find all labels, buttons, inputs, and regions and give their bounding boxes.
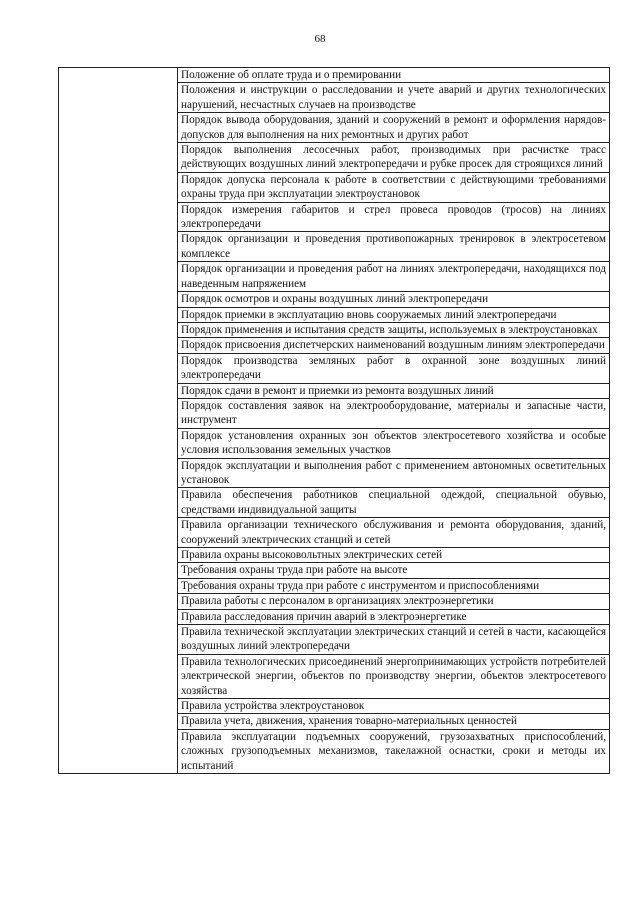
requirement-item: Порядок присвоения диспетчерских наименований воздушным линиям электропередачи: [178, 338, 610, 353]
requirement-item: Порядок приемки в эксплуатацию вновь сооружаемых линий электропередачи: [178, 307, 610, 322]
requirement-item: Порядок вывода оборудования, зданий и сооружений в ремонт и оформления нарядов-допусков для выполнения на них ремонтных и других работ: [178, 113, 610, 143]
requirement-item: Правила эксплуатации подъемных сооружений, грузозахватных приспособлений, сложных грузоподъемных механизмов, такелажной оснастки, сроки и методы их испытаний: [178, 729, 610, 773]
empty-left-column: [59, 68, 178, 774]
requirement-item: Порядок применения и испытания средств защиты, используемых в электроустановках: [178, 322, 610, 337]
requirements-table-body: [59, 68, 610, 774]
requirement-item: Порядок измерения габаритов и стрел провеса проводов (тросов) на линиях электропередачи: [178, 202, 610, 232]
requirement-item: Порядок установления охранных зон объектов электросетевого хозяйства и особые условия использования земельных участков: [178, 428, 610, 458]
requirement-item: Порядок составления заявок на электрооборудование, материалы и запасные части, инструмент: [178, 398, 610, 428]
requirement-item: Правила расследования причин аварий в электроэнергетике: [178, 609, 610, 624]
requirement-item: Требования охраны труда при работе на высоте: [178, 563, 610, 578]
requirement-item: Правила работы с персоналом в организациях электроэнергетики: [178, 594, 610, 609]
requirement-item: Порядок организации и проведения работ на линиях электропередачи, находящихся под наведенным напряжением: [178, 262, 610, 292]
requirement-item: Правила технологических присоединений энергопринимающих устройств потребителей электрической энергии, объектов по производству энергии, объектов электросетевого хозяйства: [178, 654, 610, 698]
requirement-item: Порядок осмотров и охраны воздушных линий электропередачи: [178, 292, 610, 307]
requirement-item: Правила охраны высоковольтных электрических сетей: [178, 548, 610, 563]
requirements-table: [58, 67, 610, 774]
table-row: [59, 68, 610, 83]
requirement-item: Порядок выполнения лесосечных работ, производимых при расчистке трасс действующих воздушных линий электропередачи и рубке просек для строящихся линий: [178, 143, 610, 173]
requirement-item: Порядок допуска персонала к работе в соответствии с действующими требованиями охраны труда при эксплуатации электроустановок: [178, 172, 610, 202]
page-number: 68: [314, 33, 326, 45]
requirement-item: Порядок производства земляных работ в охранной зоне воздушных линий электропередачи: [178, 353, 610, 383]
requirement-item: Правила технической эксплуатации электрических станций и сетей в части, касающейся воздушных линий электропередачи: [178, 625, 610, 655]
requirement-item: Порядок сдачи в ремонт и приемки из ремонта воздушных линий: [178, 383, 610, 398]
requirement-item: Порядок организации и проведения противопожарных тренировок в электросетевом комплексе: [178, 232, 610, 262]
requirement-item: Правила устройства электроустановок: [178, 699, 610, 714]
requirement-item: Требования охраны труда при работе с инструментом и приспособлениями: [178, 578, 610, 593]
requirement-item: Правила учета, движения, хранения товарно-материальных ценностей: [178, 714, 610, 729]
requirement-item: Положения и инструкции о расследовании и учете аварий и других технологических нарушений, несчастных случаев на производстве: [178, 83, 610, 113]
requirement-item: Положение об оплате труда и о премировании: [178, 68, 610, 83]
requirement-item: Правила обеспечения работников специальной одеждой, специальной обувью, средствами индивидуальной защиты: [178, 488, 610, 518]
requirement-item: Порядок эксплуатации и выполнения работ с применением автономных осветительных установок: [178, 458, 610, 488]
requirement-item: Правила организации технического обслуживания и ремонта оборудования, зданий, сооружений электрических станций и сетей: [178, 518, 610, 548]
